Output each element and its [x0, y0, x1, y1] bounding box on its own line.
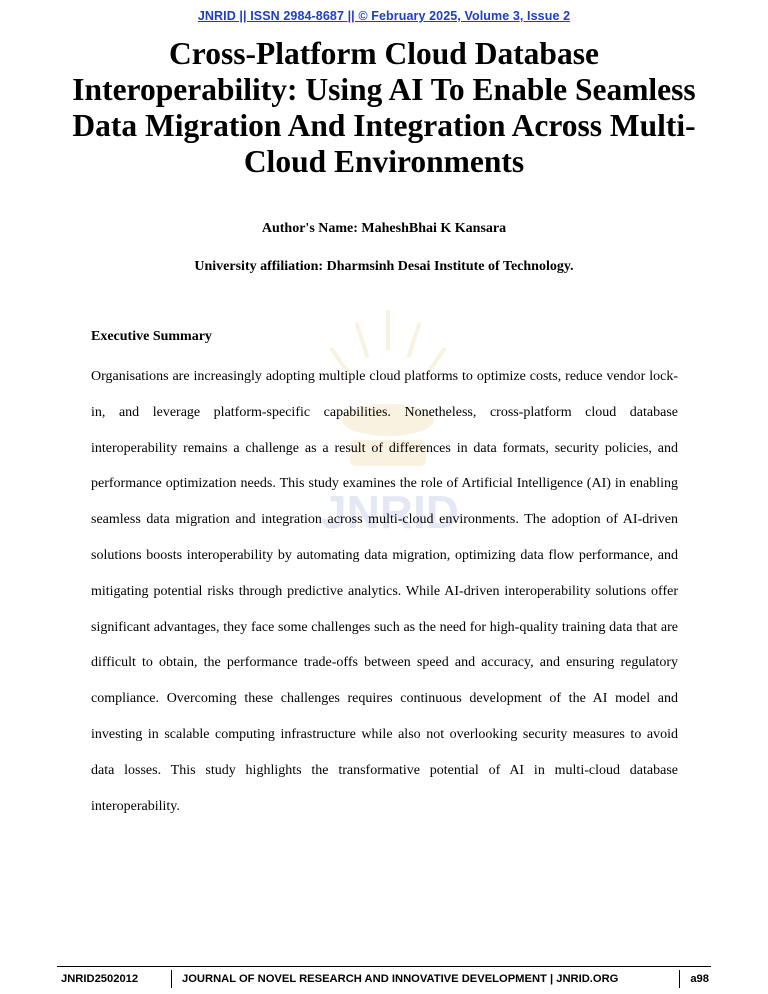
footer-page-number: a98 [679, 970, 709, 988]
author-affiliation: University affiliation: Dharmsinh Desai Institute of Technology. [194, 259, 574, 274]
footer-paper-id: JNRID2502012 [61, 973, 139, 985]
journal-header-link[interactable]: JNRID || ISSN 2984-8687 || © February 2025, Volume 3, Issue 2 [197, 9, 571, 23]
footer-journal-name: JOURNAL OF NOVEL RESEARCH AND INNOVATIVE DEVELOPMENT | JNRID.ORG [171, 970, 618, 988]
executive-summary-text: Organisations are increasingly adopting multiple cloud platforms to optimize costs, reduce vendor lock-in, and leverage platform-specific capabilities. Nonetheless, cross-platform cloud database interoperability remains a challenge as a result of differences in data formats, security policies, and performance optimization needs. This study examines the role of Artificial Intelligence (AI) in enabling seamless data migration and integration across multi-cloud environments. The adoption of AI-driven solutions boosts interoperability by automating data migration, optimizing data flow performance, and mitigating potential risks through predictive analytics. While AI-driven interoperability solutions offer significant advantages, they face some challenges such as the need for high-quality training data that are difficult to obtain, the performance trade-offs between speed and accuracy, and ensuring regulatory compliance. Overcoming these challenges requires continuous development of the AI model and investing in scalable computing infrastructure while also not overlooking security measures to avoid data losses. This study highlights the transformative potential of AI in multi-cloud database interoperability. [91, 369, 678, 814]
author-name: Author's Name: MaheshBhai K Kansara [261, 221, 507, 236]
svg-text:JNRID: JNRID [320, 486, 460, 538]
section-heading: Executive Summary [91, 329, 212, 344]
paper-title: Cross-Platform Cloud Database Interoperability: Using AI To Enable Seamless Data Migration And Integration Across Multi-Cloud Environments [72, 36, 696, 179]
page-footer [57, 966, 711, 991]
